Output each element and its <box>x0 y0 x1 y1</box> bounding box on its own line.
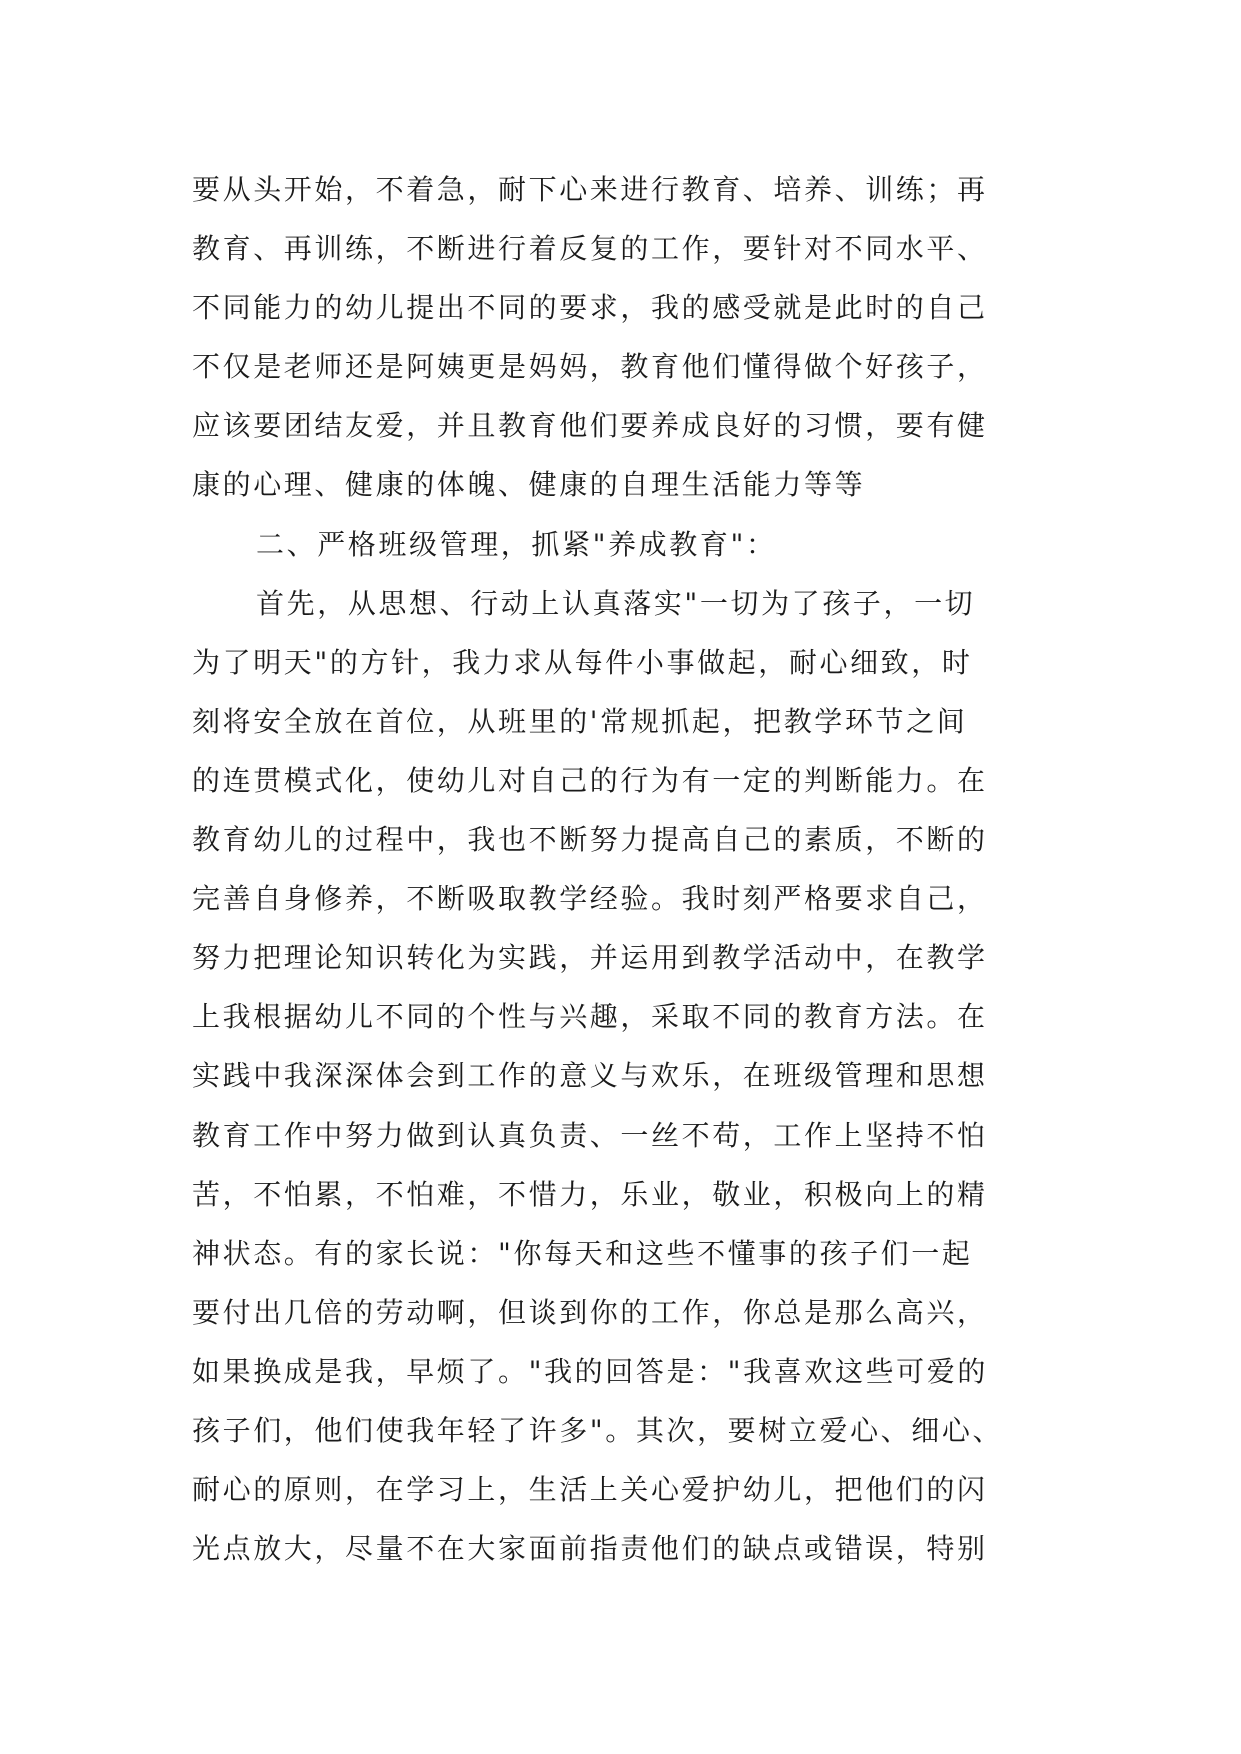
body-text <box>192 160 1052 1578</box>
text-line: 神状态。有的家长说："你每天和这些不懂事的孩子们一起 <box>192 1236 973 1270</box>
text-line: 努力把理论知识转化为实践，并运用到教学活动中，在教学 <box>192 941 988 975</box>
text-line: 康的心理、健康的体魄、健康的自理生活能力等等 <box>192 468 866 502</box>
text-line: 如果换成是我，早烦了。"我的回答是："我喜欢这些可爱的 <box>192 1354 988 1388</box>
text-line: 应该要团结友爱，并且教育他们要养成良好的习惯，要有健 <box>192 409 988 443</box>
text-line: 实践中我深深体会到工作的意义与欢乐，在班级管理和思想 <box>192 1059 988 1093</box>
text-line: 上我根据幼儿不同的个性与兴趣，采取不同的教育方法。在 <box>192 1000 988 1034</box>
text-line: 要付出几倍的劳动啊，但谈到你的工作，你总是那么高兴， <box>192 1295 988 1329</box>
text-line: 教育工作中努力做到认真负责、一丝不苟，工作上坚持不怕 <box>192 1118 988 1152</box>
text-line: 首先，从思想、行动上认真落实"一切为了孩子，一切 <box>256 586 976 620</box>
text-line: 光点放大，尽量不在大家面前指责他们的缺点或错误，特别 <box>192 1532 988 1566</box>
text-line: 为了明天"的方针，我力求从每件小事做起，耐心细致，时 <box>192 645 973 679</box>
text-line: 要从头开始，不着急，耐下心来进行教育、培养、训练；再 <box>192 173 988 206</box>
text-line: 的连贯模式化，使幼儿对自己的行为有一定的判断能力。在 <box>192 763 988 797</box>
section-heading: 二、严格班级管理，抓紧"养成教育"： <box>256 527 777 561</box>
text-line: 刻将安全放在首位，从班里的'常规抓起，把教学环节之间 <box>192 704 968 738</box>
text-line: 教育、再训练，不断进行着反复的工作，要针对不同水平、 <box>192 232 988 266</box>
text-line: 完善自身修养，不断吸取教学经验。我时刻严格要求自己， <box>192 882 988 916</box>
text-line: 耐心的原则，在学习上，生活上关心爱护幼儿，把他们的闪 <box>192 1473 988 1507</box>
text-line: 不同能力的幼儿提出不同的要求，我的感受就是此时的自己 <box>192 291 988 325</box>
text-line: 教育幼儿的过程中，我也不断努力提高自己的素质，不断的 <box>192 823 988 857</box>
text-line: 孩子们，他们使我年轻了许多"。其次，要树立爱心、细心、 <box>192 1413 1004 1447</box>
text-line: 苦，不怕累，不怕难，不惜力，乐业，敬业，积极向上的精 <box>192 1177 988 1211</box>
text-line: 不仅是老师还是阿姨更是妈妈，教育他们懂得做个好孩子， <box>192 350 988 384</box>
